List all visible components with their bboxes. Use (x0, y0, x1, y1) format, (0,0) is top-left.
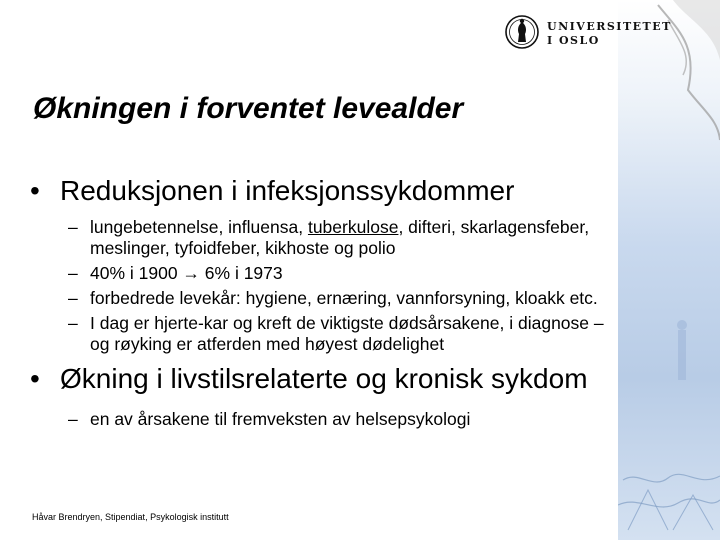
slide-content (30, 175, 610, 430)
underlined-term: tuberkulose (307, 217, 399, 237)
sub-bullet-dash: – (68, 313, 78, 333)
sub-bullet-dash: – (68, 409, 78, 429)
sub-bullet-dash: – (68, 217, 78, 237)
sub-bullet (30, 263, 610, 284)
bullet-2-subitems (30, 409, 610, 430)
university-seal-icon (505, 12, 539, 52)
bullet-dot: • (30, 175, 40, 206)
sub-bullet-text-end: , difteri, skarlagensfeber, meslinger, tyfoidfeber, kikhoste og polio (90, 217, 590, 258)
slide-title: Økningen i forventet levealder (33, 92, 464, 125)
sub-bullet-text: 40% i 1900 → 6% i 1973 (90, 263, 283, 283)
bullet-1 (30, 175, 610, 207)
bullet-2-text: Økning i livstilsrelaterte og kronisk sykdom (60, 363, 588, 394)
sub-bullet (30, 409, 610, 430)
sub-bullet (30, 288, 610, 309)
university-logo (505, 12, 672, 52)
classical-head-artwork (618, 0, 720, 540)
sub-bullet (30, 217, 610, 259)
sub-bullet-text-start: lungebetennelse, influensa, (90, 217, 308, 237)
decorative-side-panel (618, 0, 720, 540)
sub-bullet-text: forbedrede levekår: hygiene, ernæring, vannforsyning, kloakk etc. (90, 288, 598, 308)
slide-footer: Håvar Brendryen, Stipendiat, Psykologisk institutt (32, 512, 229, 522)
sub-bullet-dash: – (68, 288, 78, 308)
sub-bullet-text: en av årsakene til fremveksten av helsepsykologi (90, 409, 471, 429)
logo-text-line2: I OSLO (547, 34, 600, 47)
bullet-1-text: Reduksjonen i infeksjonssykdommer (60, 175, 515, 206)
bullet-1-subitems (30, 217, 610, 355)
sub-bullet (30, 313, 610, 355)
bullet-dot: • (30, 363, 40, 394)
bullet-2 (30, 363, 610, 395)
sub-bullet-dash: – (68, 263, 78, 283)
sub-bullet-text: I dag er hjerte-kar og kreft de viktigste dødsårsakene, i diagnose – og røyking er atferden med høyest dødelighet (90, 313, 604, 354)
logo-text-line1: UNIVERSITETET (547, 20, 672, 33)
